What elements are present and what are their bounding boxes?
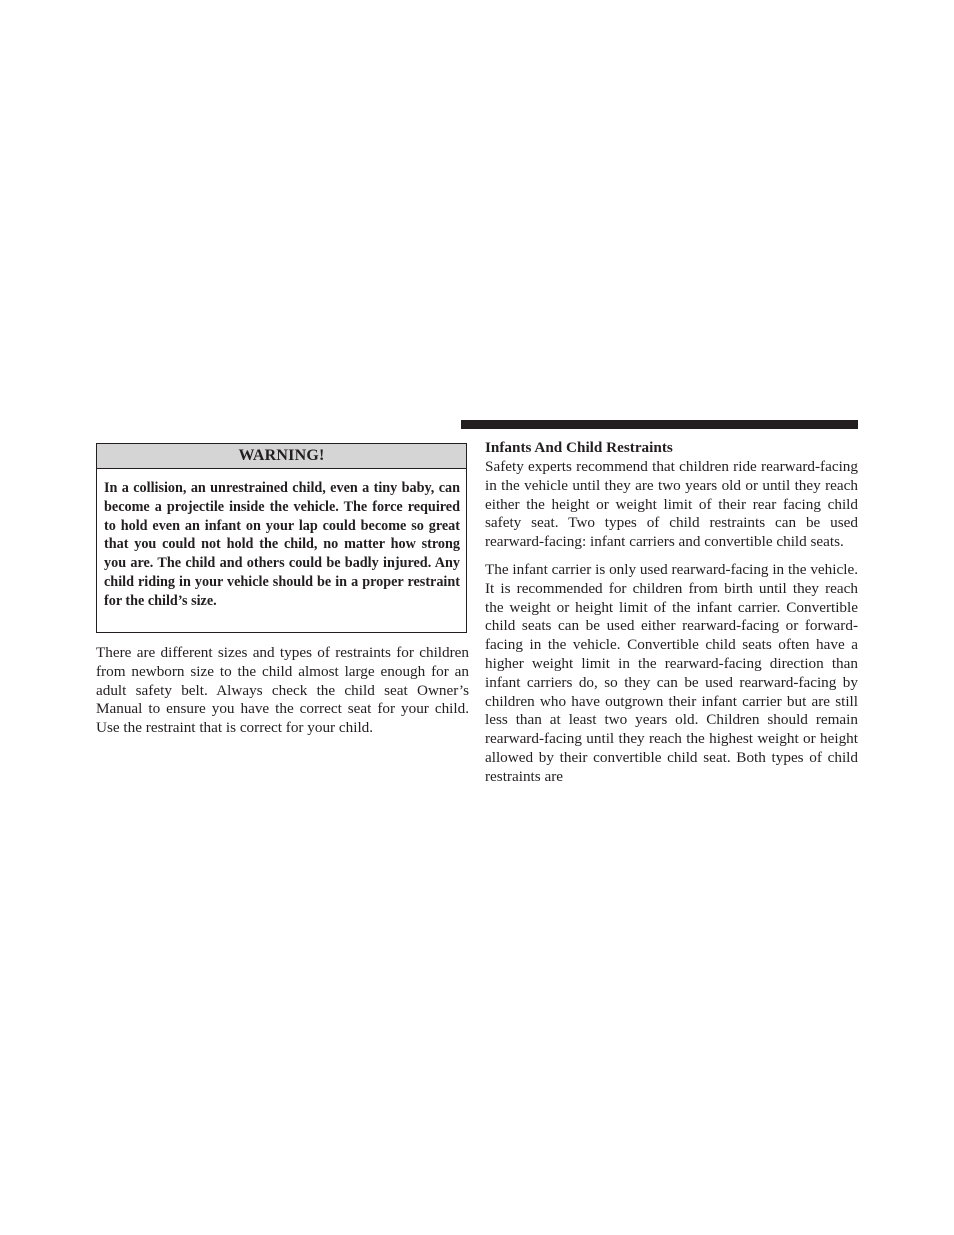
restraint-sizes-paragraph: There are different sizes and types of restraints for children from newborn size to the child almost large enough for an adult safety belt. Always check the child seat Owner’s Manual to ensure you have the correct seat for your child. Use the restraint that is correct for your child. [96,644,469,737]
infant-carrier-paragraph: The infant carrier is only used rearward-facing in the vehicle. It is recommended for children from birth until they reach the weight or height limit of the infant carrier. Convertible child seats can be used either rearward-facing or forward-facing in the vehicle. Convertible child seats often have a higher weight limit in the rearward-facing direction than infant carriers do, so they can be used rearward-facing by children who have outgrown their infant carrier but are still less than at least two years old. Children should remain rearward-facing until they reach the highest weight or height allowed by their convertible child seat. Both types of child restraints are [485,560,858,785]
warning-box [96,443,467,633]
warning-title: WARNING! [97,444,466,469]
right-column [485,438,858,787]
section-heading: Infants And Child Restraints [485,439,673,456]
section-rule [461,420,858,429]
rearward-facing-paragraph: Safety experts recommend that children ride rearward-facing in the vehicle until they are two years old or until they reach either the height or weight limit of their rear facing child safety seat. Two types of child restraints can be used rearward-facing: infant carriers and convertible child seats. [485,458,858,551]
warning-text: In a collision, an unrestrained child, even a tiny baby, can become a projectile inside the vehicle. The force required to hold even an infant on your lap could become so great that you could not hold the child, no matter how strong you are. The child and others could be badly injured. Any child riding in your vehicle should be in a proper restraint for the child’s size. [104,480,460,609]
